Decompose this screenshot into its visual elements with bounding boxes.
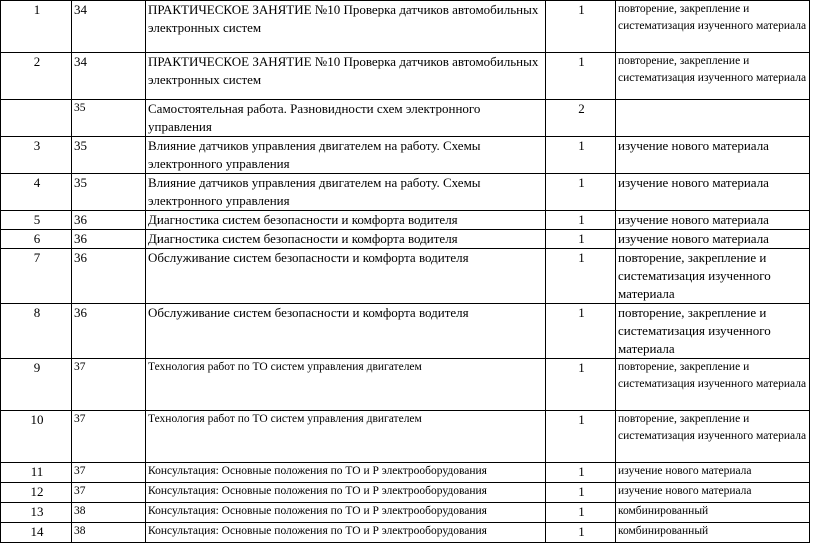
table-row xyxy=(1,411,810,463)
row-number: 11 xyxy=(1,463,72,483)
hours-cell: 1 xyxy=(546,174,616,211)
table-row xyxy=(1,53,810,100)
row-number: 3 xyxy=(1,137,72,174)
hours-cell: 1 xyxy=(546,1,616,53)
table-row xyxy=(1,503,810,523)
row-number: 1 xyxy=(1,1,72,53)
lesson-number: 34 xyxy=(72,53,146,100)
row-number: 2 xyxy=(1,53,72,100)
row-number: 14 xyxy=(1,523,72,543)
topic-cell: ПРАКТИЧЕСКОЕ ЗАНЯТИЕ №10 Проверка датчиков автомобильных электронных систем xyxy=(146,1,546,53)
hours-cell: 1 xyxy=(546,137,616,174)
topic-cell: Консультация: Основные положения по ТО и Р электрооборудования xyxy=(146,503,546,523)
hours-cell: 1 xyxy=(546,503,616,523)
hours-cell: 2 xyxy=(546,100,616,137)
table-row xyxy=(1,304,810,359)
topic-cell: Консультация: Основные положения по ТО и Р электрооборудования xyxy=(146,523,546,543)
hours-cell: 1 xyxy=(546,483,616,503)
table-row xyxy=(1,100,810,137)
table-row xyxy=(1,249,810,304)
topic-cell: ПРАКТИЧЕСКОЕ ЗАНЯТИЕ №10 Проверка датчиков автомобильных электронных систем xyxy=(146,53,546,100)
lesson-type-cell: повторение, закрепление и систематизация изученного материала xyxy=(616,411,810,463)
lesson-number: 35 xyxy=(72,174,146,211)
hours-cell: 1 xyxy=(546,230,616,249)
lesson-number: 37 xyxy=(72,359,146,411)
row-number: 8 xyxy=(1,304,72,359)
hours-cell: 1 xyxy=(546,411,616,463)
table-row xyxy=(1,230,810,249)
lesson-number: 34 xyxy=(72,1,146,53)
table-row xyxy=(1,137,810,174)
lesson-number: 36 xyxy=(72,249,146,304)
topic-cell: Самостоятельная работа. Разновидности схем электронного управления xyxy=(146,100,546,137)
row-number: 6 xyxy=(1,230,72,249)
lesson-number: 37 xyxy=(72,483,146,503)
lesson-type-cell: повторение, закрепление и систематизация изученного материала xyxy=(616,1,810,53)
lesson-number: 36 xyxy=(72,304,146,359)
lesson-type-cell: изучение нового материала xyxy=(616,174,810,211)
topic-cell: Обслуживание систем безопасности и комфорта водителя xyxy=(146,249,546,304)
topic-cell: Консультация: Основные положения по ТО и Р электрооборудования xyxy=(146,463,546,483)
topic-cell: Влияние датчиков управления двигателем на работу. Схемы электронного управления xyxy=(146,174,546,211)
lesson-type-cell: повторение, закрепление и систематизация изученного материала xyxy=(616,249,810,304)
topic-cell: Консультация: Основные положения по ТО и Р электрооборудования xyxy=(146,483,546,503)
row-number: 5 xyxy=(1,211,72,230)
lesson-type-cell: повторение, закрепление и систематизация изученного материала xyxy=(616,304,810,359)
topic-cell: Диагностика систем безопасности и комфорта водителя xyxy=(146,211,546,230)
table-row xyxy=(1,211,810,230)
hours-cell: 1 xyxy=(546,211,616,230)
lesson-type-cell: повторение, закрепление и систематизация изученного материала xyxy=(616,359,810,411)
topic-cell: Обслуживание систем безопасности и комфорта водителя xyxy=(146,304,546,359)
lesson-type-cell: изучение нового материала xyxy=(616,483,810,503)
lesson-number: 37 xyxy=(72,463,146,483)
row-number: 9 xyxy=(1,359,72,411)
lesson-type-cell xyxy=(616,100,810,137)
lesson-type-cell: повторение, закрепление и систематизация изученного материала xyxy=(616,53,810,100)
table-row xyxy=(1,174,810,211)
lesson-type-cell: комбинированный xyxy=(616,503,810,523)
lesson-number: 35 xyxy=(72,100,146,137)
table-row xyxy=(1,359,810,411)
lesson-type-cell: комбинированный xyxy=(616,523,810,543)
hours-cell: 1 xyxy=(546,359,616,411)
row-number: 12 xyxy=(1,483,72,503)
topic-cell: Влияние датчиков управления двигателем на работу. Схемы электронного управления xyxy=(146,137,546,174)
row-number: 10 xyxy=(1,411,72,463)
lesson-number: 35 xyxy=(72,137,146,174)
row-number xyxy=(1,100,72,137)
lesson-type-cell: изучение нового материала xyxy=(616,211,810,230)
hours-cell: 1 xyxy=(546,304,616,359)
hours-cell: 1 xyxy=(546,53,616,100)
lesson-type-cell: изучение нового материала xyxy=(616,230,810,249)
row-number: 7 xyxy=(1,249,72,304)
hours-cell: 1 xyxy=(546,249,616,304)
table-row xyxy=(1,1,810,53)
lesson-number: 36 xyxy=(72,211,146,230)
row-number: 13 xyxy=(1,503,72,523)
table-row xyxy=(1,463,810,483)
lesson-type-cell: изучение нового материала xyxy=(616,463,810,483)
topic-cell: Диагностика систем безопасности и комфорта водителя xyxy=(146,230,546,249)
topic-cell: Технология работ по ТО систем управления двигателем xyxy=(146,411,546,463)
lesson-number: 38 xyxy=(72,503,146,523)
hours-cell: 1 xyxy=(546,463,616,483)
topic-cell: Технология работ по ТО систем управления двигателем xyxy=(146,359,546,411)
table-row xyxy=(1,523,810,543)
lesson-number: 36 xyxy=(72,230,146,249)
lesson-number: 37 xyxy=(72,411,146,463)
row-number: 4 xyxy=(1,174,72,211)
lesson-number: 38 xyxy=(72,523,146,543)
lesson-type-cell: изучение нового материала xyxy=(616,137,810,174)
hours-cell: 1 xyxy=(546,523,616,543)
table-row xyxy=(1,483,810,503)
